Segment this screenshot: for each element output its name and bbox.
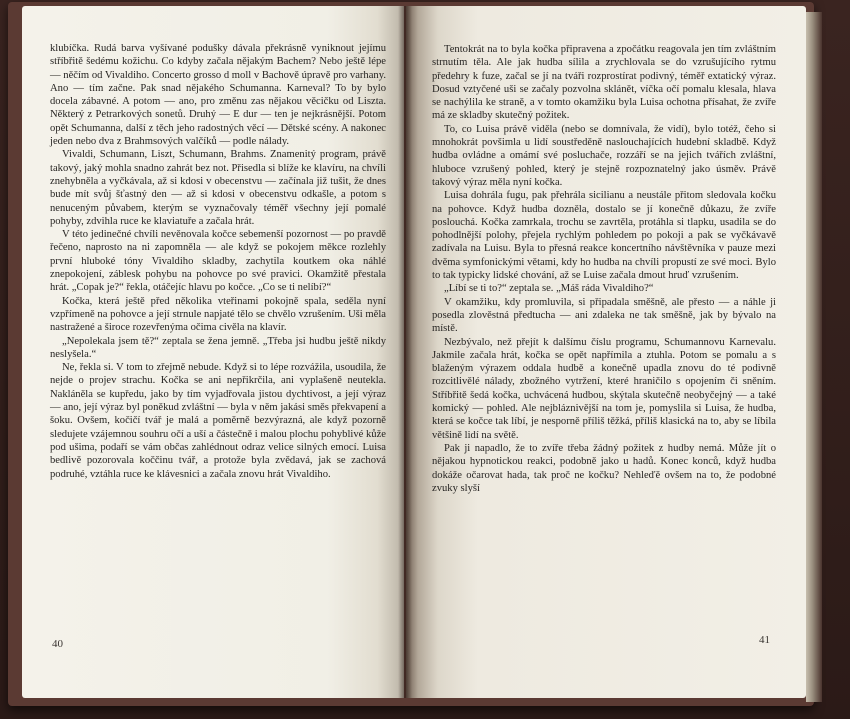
paragraph: Vivaldi, Schumann, Liszt, Schumann, Brahms. Znamenitý program, právě takový, jaký mohla snadno zahrát bez not. Přisedla si blíže ke klavíru, na chvíli znehybněla a vyčkávala, až si kdosi v obecenstvu — začínala již tušit, že dnes bude mít svůj šťastný den — až si kdosi v obecenstvu odkašle, a potom s nenuceným půvabem, kterým se vyznačovaly téměř všechny její pomalé pohyby, zdvihla ruce ke klaviatuře a začala hrát. — [50, 149, 386, 227]
paragraph: „Líbí se ti to?“ zeptala se. „Máš ráda Vivaldiho?“ — [444, 283, 654, 295]
paragraph: Nezbývalo, než přejít k dalšímu číslu programu, Schumannovu Karnevalu. Jakmile začala hrát, kočka se opět napřímila a ztuhla. Potom se pomalu a s blaženým výrazem oddala hudbě a konečně upadla znovu do té podivně rozcitlivělé nálady, zbožného vytržení, které hraničilo s opojením či sněním. Stříbřitě šedá kočka, uchvácená hudbou, skýtala skutečně neobyčejný — a také komický — pohled. Ale nejbláznivější na tom je, pomyslila si Luisa, že hudba, která se kočce tak líbí, je nesporně příliš těžká, příliš klasická na to, aby se líbila většině lidí na světě. — [432, 336, 776, 441]
paragraph: Tentokrát na to byla kočka připravena a zpočátku reagovala jen tím zvláštním strnutím těla. Ale jak hudba sílila a zrychlovala se do vzrušujícího rytmu předehry k fuze, začal se jí na tváři rozprostírat podivný, téměř extatický výraz. Dosud vztyčené uši se začaly pozvolna sklánět, víčka očí pomalu klesala, hlava se nachýlila ke straně, a v tomto okamžiku byla Luisa ochotna přísahat, že zvíře má ze skladby skutečný požitek. — [432, 44, 776, 122]
paragraph: Pak ji napadlo, že to zvíře třeba žádný požitek z hudby nemá. Může jít o nějakou hypnotickou reakci, podobně jako u hadů. Konec konců, když hudba dokáže očarovat hada, tak proč ne kočku? Nehleďě ovšem na to, že podobné zvuky slyší — [432, 442, 776, 494]
paragraph: klubíčka. Rudá barva vyšívané podušky dávala překrásně vyniknout jejímu stříbřitě šedému kožichu. Co kdyby začala nějakým Bachem? Nebo ještě lépe — něčím od Vivaldiho. Concerto grosso d moll v Bachově úpravě pro varhany. Ano — tím začne. Pak snad nějakého Schumanna. Karneval? To by bylo docela zábavné. A potom — ano, pro změnu zas nějakou věcičku od Liszta. Některý z Petrarkových sonetů. Druhý — E dur — ten je nejkrásnější. Potom opět Schumanna, další z těch jeho radostných věcí — Dětské scény. A nakonec jeden nebo dva z Brahmsových valčíků — podle nálady. — [50, 43, 386, 148]
paragraph: Ne, řekla si. V tom to zřejmě nebude. Když si to lépe rozvážila, usoudila, že nejde o projev strachu. Kočka se ani nepřikrčila, ani vyplašeně neutekla. Nakláněla se kupředu, jako by tím vyjadřovala jistou dychtivost, a její výraz — ano, její výraz byl poněkud zvláštní — byla v něm jakási směs překvapení a šoku. Ovšem, kočičí tvář je malá a poměrně bezvýrazná, ale když pozorně sledujete vzájemnou souhru očí a uší a částečně i malou plochu pohyblivé kůže pod ušima, podaří se vám občas zahlédnout odraz velice silných emocí. Luisa bedlivě pozorovala koččinu tvář, a protože byla zvědavá, jak se zachová podruhé, vztáhla ruce ke klávesnici a začala znovu hrát Vivaldiho. — [50, 362, 386, 480]
page-number-right: 41 — [759, 634, 770, 646]
paragraph: Luisa dohrála fugu, pak přehrála sicilianu a neustále přitom sledovala kočku na pohovce. Když hudba dozněla, dostalo se jí konečně důkazu, že zvíře poslouchá. Kočka zamrkala, trochu se zavrtěla, protáhla si tlapku, usadila se do pohodlnější polohy, přejela rychlým pohledem po pokoji a pak se vyčkávavě zadívala na Luisu. Byla to přesná reakce koncertního návštěvníka v pauze mezi dvěma symfonickými větami, kdy ho hudba na chvíli propustí ze své moci. Bylo to tak typicky lidské chování, až se Luise začala dmout hruď vzrušením. — [432, 190, 776, 282]
page-number-left: 40 — [52, 638, 63, 650]
open-book — [8, 2, 814, 706]
paragraph: V okamžiku, kdy promluvila, si připadala směšně, ale přesto — a náhle ji posedla zlověstná předtucha — ani zdaleka ne tak směšně, jak by bývalo na místě. — [432, 296, 776, 335]
right-page-text — [432, 43, 776, 495]
left-page-text — [50, 42, 386, 481]
book-gutter-shadow — [398, 6, 412, 698]
paragraph: To, co Luisa právě viděla (nebo se domnívala, že vidí), bylo totéž, čeho si mnohokrát povšimla u lidí soustředěně naslouchajících hudební skladbě. Když hudba ovládne a omámí své posluchače, rozzáří se na jejich tvářích zvláštní, hluboce vzrušený pohled, který je stejně rozpoznatelný jako úsměv. Právě takový výraz měla nyní kočka. — [432, 123, 776, 188]
paragraph: Kočka, která ještě před několika vteřinami pokojně spala, seděla nyní vzpřímeně na pohovce a její strnule napjaté tělo se chvělo vzrušením. Uši měla nastražené a široce rozevřenýma očima civěla na klavír. — [50, 295, 386, 334]
page-edges — [806, 12, 822, 702]
left-page — [22, 6, 404, 698]
paragraph: V této jedinečné chvíli nevěnovala kočce sebemenší pozornost — po pravdě řečeno, naprosto na ni zapomněla — ale když se pokojem měkce rozlehly první hluboké tóny Vivaldiho skladby, zachytila koutkem oka náhlé znepokojení, záblesk pohybu na pohovce po své pravici. Okamžitě přestala hrát. „Copak je?“ řekla, otáčejíc hlavu po kočce. „Co se ti nelíbí?“ — [50, 229, 386, 294]
right-page — [406, 6, 806, 698]
paragraph: „Nepolekala jsem tě?“ zeptala se žena jemně. „Třeba jsi hudbu ještě nikdy neslyšela.“ — [50, 335, 386, 360]
